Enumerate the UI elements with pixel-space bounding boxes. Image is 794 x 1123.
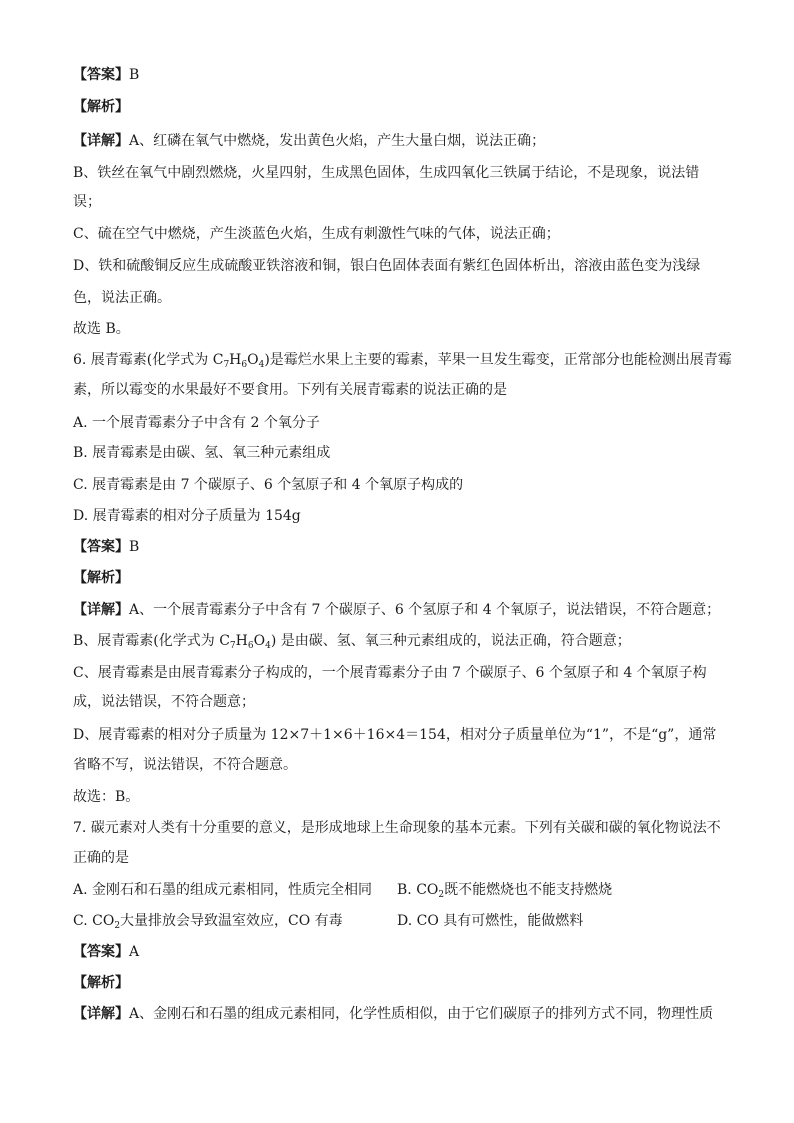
option-row bbox=[73, 911, 721, 931]
detail-line bbox=[73, 600, 720, 620]
detail-text: A、一个展青霉素分子中含有 7 个碳原子、6 个氢原子和 4 个氧原子，说法错误，不符合题意； bbox=[129, 602, 721, 618]
question-stem: 素，所以霉变的水果最好不要食用。下列有关展青霉素的说法正确的是 bbox=[73, 382, 507, 398]
option-d: D. 展青霉素的相对分子质量为 154g bbox=[73, 508, 301, 524]
question-stem: 正确的是 bbox=[73, 850, 129, 866]
detail-line bbox=[73, 131, 545, 151]
option-a: A. 金刚石和石墨的组成元素相同，性质完全相同 bbox=[73, 882, 373, 898]
option-d: D. CO 具有可燃性，能做燃料 bbox=[397, 913, 584, 929]
stem-text: 6. 展青霉素(化学式为 C bbox=[73, 352, 224, 368]
answer-tag: 【答案】 bbox=[73, 539, 129, 555]
option-a: A. 一个展青霉素分子中含有 2 个氧分子 bbox=[73, 415, 320, 431]
detail-line bbox=[73, 631, 631, 651]
stem-text: )是霉烂水果上主要的霉素，苹果一旦发生霉变，正常部分也能检测出展青霉 bbox=[264, 352, 732, 368]
analysis-tag: 【解析】 bbox=[73, 99, 129, 115]
detail-tag: 【详解】 bbox=[73, 602, 129, 618]
option-b bbox=[397, 880, 612, 900]
stem-text: O bbox=[247, 352, 259, 368]
detail-text: ) 是由碳、氢、氧三种元素组成的，说法正确，符合题意； bbox=[270, 633, 631, 649]
detail-text: B、展青霉素(化学式为 C bbox=[73, 633, 230, 649]
answer-value: B bbox=[129, 539, 140, 555]
option-text: 既不能燃烧也不能支持燃烧 bbox=[444, 882, 613, 898]
option-text: C. CO bbox=[73, 913, 115, 929]
subscript: 6 bbox=[247, 641, 254, 651]
subscript: 6 bbox=[241, 360, 248, 370]
detail-line bbox=[73, 1004, 713, 1024]
analysis-tag: 【解析】 bbox=[73, 570, 129, 586]
answer-value: A bbox=[129, 944, 140, 960]
subscript: 4 bbox=[258, 360, 265, 370]
option-c bbox=[73, 913, 343, 929]
question-stem bbox=[73, 350, 732, 370]
subscript: 7 bbox=[229, 641, 236, 651]
option-b: B. 展青霉素是由碳、氢、氧三种元素组成 bbox=[73, 445, 331, 461]
conclusion-line: 故选 B。 bbox=[73, 321, 130, 337]
detail-text: A、红磷在氧气中燃烧，发出黄色火焰，产生大量白烟，说法正确； bbox=[129, 133, 546, 149]
detail-tag: 【详解】 bbox=[73, 1006, 129, 1022]
detail-line: D、铁和硫酸铜反应生成硫酸亚铁溶液和铜，银白色固体表面有紫红色固体析出，溶液由蓝色变为浅绿 bbox=[73, 258, 701, 274]
answer-tag: 【答案】 bbox=[73, 944, 129, 960]
subscript: 7 bbox=[223, 360, 230, 370]
detail-text: A、金刚石和石墨的组成元素相同，化学性质相似，由于它们碳原子的排列方式不同，物理性质 bbox=[129, 1006, 714, 1022]
detail-line: 色，说法正确。 bbox=[73, 290, 171, 306]
detail-line: 成，说法错误，不符合题意； bbox=[73, 694, 255, 710]
detail-line: D、展青霉素的相对分子质量为 12×7＋1×6＋16×4＝154，相对分子质量单位为“1”，不是“g”，通常 bbox=[73, 727, 717, 743]
detail-line: 省略不写，说法错误，不符合题意。 bbox=[73, 757, 297, 773]
question-stem: 7. 碳元素对人类有十分重要的意义，是形成地球上生命现象的基本元素。下列有关碳和碳的氧化物说法不 bbox=[73, 820, 721, 836]
subscript: 4 bbox=[265, 641, 271, 651]
detail-text: H bbox=[235, 633, 248, 649]
detail-line: B、铁丝在氧气中剧烈燃烧，火星四射，生成黑色固体，生成四氧化三铁属于结论，不是现象，说法错 bbox=[73, 165, 700, 181]
answer-line bbox=[73, 65, 139, 85]
answer-line bbox=[73, 537, 139, 557]
option-c: C. 展青霉素是由 7 个碳原子、6 个氢原子和 4 个氧原子构成的 bbox=[73, 477, 464, 493]
detail-line: 误； bbox=[73, 194, 101, 210]
detail-text: O bbox=[253, 633, 266, 649]
option-row bbox=[73, 880, 721, 900]
subscript: 2 bbox=[114, 921, 121, 931]
subscript: 2 bbox=[438, 890, 445, 900]
detail-tag: 【详解】 bbox=[73, 133, 129, 149]
analysis-tag: 【解析】 bbox=[73, 975, 129, 991]
answer-line bbox=[73, 942, 139, 962]
stem-text: H bbox=[229, 352, 242, 368]
option-text: 大量排放会导致温室效应，CO 有毒 bbox=[120, 913, 343, 929]
answer-tag: 【答案】 bbox=[73, 67, 129, 83]
option-text: B. CO bbox=[397, 882, 439, 898]
detail-line: C、展青霉素是由展青霉素分子构成的，一个展青霉素分子由 7 个碳原子、6 个氢原子和 4 个氧原子构 bbox=[73, 665, 707, 681]
answer-value: B bbox=[129, 67, 140, 83]
conclusion-line: 故选：B。 bbox=[73, 789, 140, 805]
detail-line: C、硫在空气中燃烧，产生淡蓝色火焰，生成有刺激性气味的气体，说法正确； bbox=[73, 226, 560, 242]
